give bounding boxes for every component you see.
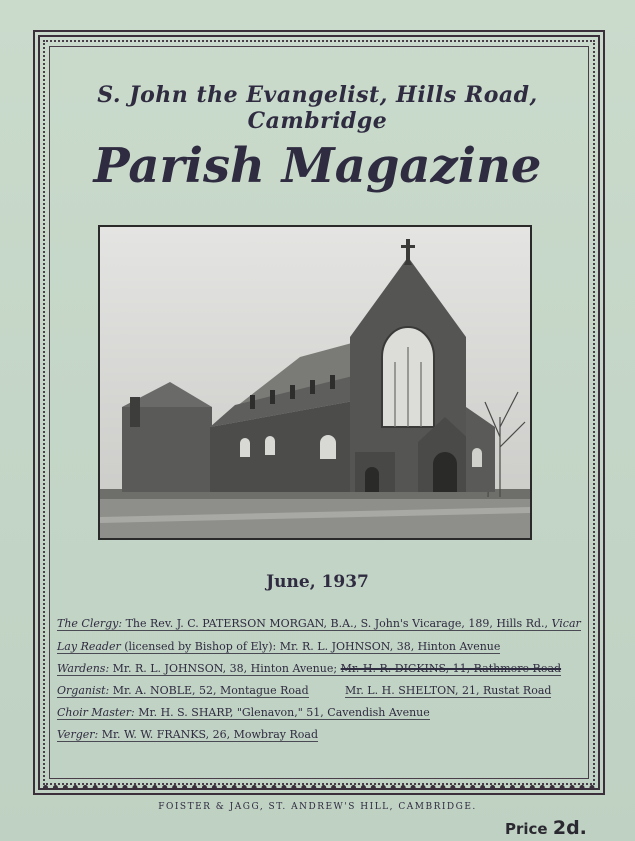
footer-border bbox=[43, 785, 595, 795]
clergy-label: The Clergy: bbox=[57, 617, 123, 630]
church-photo bbox=[98, 225, 532, 540]
verger-text: Mr. W. W. FRANKS, 26, Mowbray Road bbox=[101, 728, 318, 741]
clergy-text: The Rev. J. C. PATERSON MORGAN, B.A., S. John's Vicarage, 189, Hills Rd., bbox=[125, 617, 549, 630]
verger-line bbox=[57, 728, 582, 741]
clergy-line bbox=[57, 617, 582, 630]
price bbox=[505, 817, 587, 839]
wardens-struck-entry: Mr. H. R. DICKINS, 11, Rathmore Road bbox=[340, 662, 562, 675]
choir-master-label: Choir Master: bbox=[57, 706, 135, 719]
lay-reader-label: Lay Reader bbox=[57, 640, 121, 653]
wardens-replacement: Mr. L. H. SHELTON, 21, Rustat Road bbox=[345, 684, 552, 697]
price-label: Price bbox=[505, 820, 548, 838]
wardens-line bbox=[57, 662, 582, 675]
lay-reader-line bbox=[57, 640, 582, 653]
wardens-replacement-line bbox=[345, 684, 580, 697]
church-illustration bbox=[100, 227, 530, 538]
wardens-text: Mr. R. L. JOHNSON, 38, Hinton Avenue; bbox=[112, 662, 338, 675]
parish-name: S. John the Evangelist, Hills Road, Cambridge bbox=[97, 82, 538, 134]
magazine-title: Parish Magazine bbox=[93, 138, 542, 194]
price-value: 2d. bbox=[552, 817, 587, 839]
choir-master-text: Mr. H. S. SHARP, "Glenavon," 51, Cavendish Avenue bbox=[138, 706, 430, 719]
verger-label: Verger: bbox=[57, 728, 99, 741]
issue-date: June, 1937 bbox=[266, 572, 369, 592]
clergy-role: Vicar bbox=[551, 617, 581, 630]
wardens-label: Wardens: bbox=[57, 662, 110, 675]
choir-master-line bbox=[57, 706, 582, 719]
lay-reader-text: (licensed by Bishop of Ely): Mr. R. L. JOHNSON, 38, Hinton Avenue bbox=[124, 640, 501, 653]
printer-imprint: FOISTER & JAGG, ST. ANDREW'S HILL, CAMBRIDGE. bbox=[158, 802, 477, 812]
organist-text: Mr. A. NOBLE, 52, Montague Road bbox=[112, 684, 309, 697]
organist-label: Organist: bbox=[57, 684, 110, 697]
